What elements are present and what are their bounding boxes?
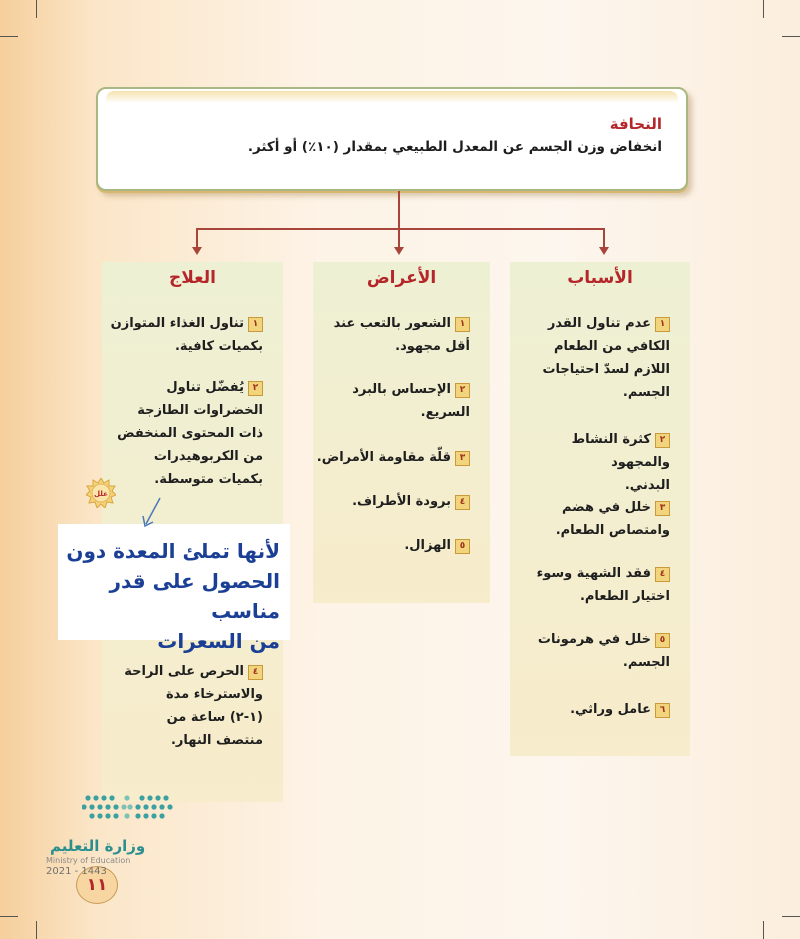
item-number: ٣ [455,451,470,466]
treatment-title: العلاج [169,268,216,288]
item-number: ٦ [655,703,670,718]
answer-note-text: لأنها تملئ المعدة دون الحصول على قدر مناسب من السعرات [66,539,280,653]
symptom-item: ٢الإحساس بالبرد السريع. [352,382,470,420]
crop-mark [0,916,18,917]
arrow-causes [599,247,609,255]
connector-causes [603,228,605,248]
cause-item: ٥خلل في هرمونات الجسم. [537,632,670,670]
ministry-year: 2021 - 1443 [46,866,107,877]
item-number: ١ [455,317,470,332]
crop-mark [782,36,800,37]
item-number: ٤ [655,567,670,582]
symptom-item: ٤برودة الأطراف. [352,490,470,513]
item-number: ٥ [655,633,670,648]
treatment-item: ١تناول الغذاء المتوازن بكميات كافية. [110,316,263,354]
item-number: ١ [248,317,263,332]
cause-item: ١عدم تناول القدر الكافي من الطعام اللازم لسدّ احتياجات الجسم. [542,316,670,400]
crop-mark [36,0,37,18]
crop-mark [36,921,37,939]
causes-column [510,262,690,756]
ministry-name-arabic: وزارة التعليم [50,837,146,855]
connector-treatment [196,228,198,248]
treatment-item: ٢يُفضّل تناول الخضراوات الطازجة ذات المحتوى المنخفض من الكربوهيدرات بكميات متوسطة. [117,380,263,487]
crop-mark [782,916,800,917]
symptoms-column [313,262,490,603]
crop-mark [0,36,18,37]
ministry-logo-icon [82,793,174,831]
connector-symptoms [398,228,400,248]
symptom-item: ٣قلّة مقاومة الأمراض. [317,446,470,469]
page-number: ١١ [76,866,118,904]
connector-stem [398,191,400,229]
ministry-name-english: Ministry of Education [46,856,131,865]
cause-item: ٦عامل وراثي. [570,698,670,721]
arrow-symptoms [394,247,404,255]
definition-box [96,87,688,191]
answer-note [58,524,290,653]
treatment-item: ٤الحرص على الراحة والاسترخاء مدة (١-٢) ساعة من منتصف النهار. [124,664,263,748]
causes-title: الأسباب [567,268,633,288]
crop-mark [763,921,764,939]
item-number: ٤ [455,495,470,510]
justify-badge-label: علل [94,490,108,498]
symptoms-title: الأعراض [366,268,437,288]
definition-title: النحافة [609,115,662,133]
definition-text: انخفاض وزن الجسم عن المعدل الطبيعي بمقدار (١٠٪) أو أكثر. [247,139,662,155]
arrow-treatment [192,247,202,255]
item-number: ٤ [248,665,263,680]
item-number: ٣ [655,501,670,516]
crop-mark [763,0,764,18]
item-number: ٢ [248,381,263,396]
item-number: ١ [655,317,670,332]
note-arrow-icon [140,496,164,534]
cause-item: ٣خلل في هضم وامتصاص الطعام. [555,500,670,538]
item-number: ٥ [455,539,470,554]
justify-badge-icon [86,478,116,508]
symptom-item: ١الشعور بالتعب عند أقل مجهود. [333,316,470,354]
cause-item: ٤فقد الشهية وسوء اختيار الطعام. [536,566,670,604]
item-number: ٢ [455,383,470,398]
symptom-item: ٥الهزال. [404,534,470,557]
connector-horizontal [196,228,605,230]
cause-item: ٢كثرة النشاط والمجهود البدني. [571,432,670,493]
item-number: ٢ [655,433,670,448]
